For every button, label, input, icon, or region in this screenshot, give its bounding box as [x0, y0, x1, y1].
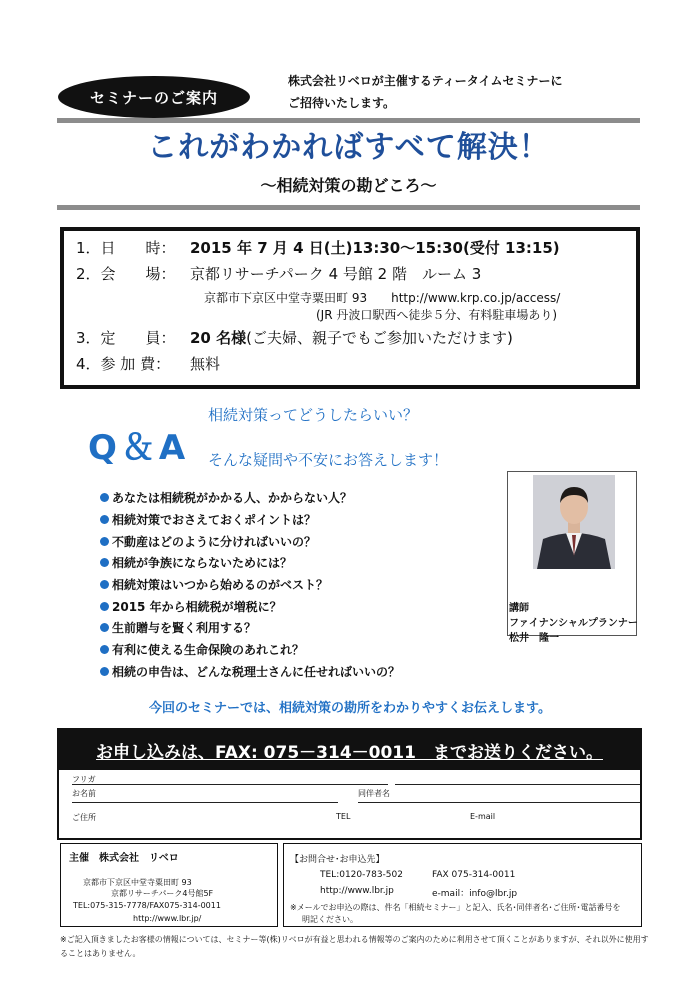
qa-lead-1: 相続対策ってどうしたらいい？ [208, 406, 419, 424]
form-heading-text: お申し込みは、FAX: 075－314－0011 までお送りください。 [96, 742, 603, 763]
date-value: 2015 年 7 月 4 日(土)13:30～15:30(受付 13:15) [190, 239, 560, 257]
intro-line: ご招待いたします。 [288, 96, 396, 110]
fee-label: 4．参 加 費： [76, 355, 171, 373]
bullet-icon [100, 537, 109, 546]
intro-line: 株式会社リベロが主催するティータイムセミナーに [288, 74, 563, 88]
bullet-icon [100, 667, 109, 676]
speaker-role: 講師 [509, 603, 529, 614]
tel-label: TEL [336, 812, 351, 821]
venue-label: 2．会 場： [76, 265, 176, 283]
organizer-address: 京都市下京区中堂寺粟田町 93 [83, 878, 192, 887]
email-label: E-mail [470, 812, 496, 821]
organizer-box [60, 843, 278, 927]
organizer-heading: 主催 株式会社 リベロ [69, 853, 179, 864]
contact-note: 明記ください。 [302, 915, 358, 924]
question-text: 生前贈与を賢く利用する？ [112, 621, 257, 636]
contact-heading: 【お問合せ･お申込先】 [290, 855, 385, 865]
name-field-line[interactable] [72, 802, 338, 803]
bullet-icon [100, 515, 109, 524]
venue-access: (JR 丹波口駅西へ徒歩５分、有料駐車場あり) [316, 308, 558, 322]
list-item [100, 661, 400, 683]
capacity-label: 3．定 員： [76, 329, 176, 347]
tagline: 今回のセミナーでは、相続対策の勘所をわかりやすくお伝えします。 [149, 701, 551, 716]
contact-website: http://www.lbr.jp [320, 886, 394, 896]
contact-fax: FAX 075-314-0011 [432, 870, 516, 880]
venue-value: 京都リサーチパーク 4 号館 2 階 ルーム 3 [190, 265, 482, 283]
bullet-icon [100, 645, 109, 654]
sub-title: ～相続対策の勘どころ～ [260, 176, 437, 195]
person-icon [533, 475, 615, 569]
list-item [100, 530, 400, 552]
list-item [100, 552, 400, 574]
question-text: 相続の申告は、どんな税理士さんに任せればいいの？ [112, 664, 401, 679]
venue-row [76, 263, 481, 284]
date-label: 1．日 時： [76, 239, 176, 257]
contact-box [283, 843, 642, 927]
fee-row [76, 353, 220, 374]
venue-address: 京都市下京区中堂寺粟田町 93 http://www.krp.co.jp/access/ [204, 291, 561, 305]
fee-value: 無料 [190, 355, 221, 373]
name-label: お名前 [72, 789, 96, 798]
question-text: 不動産はどのように分ければいいの？ [112, 534, 317, 549]
furigana-line [395, 784, 640, 785]
question-text: 相続が争族にならないためには？ [112, 556, 293, 571]
form-heading [59, 730, 640, 770]
speaker-photo [533, 475, 615, 569]
speaker-title: ファイナンシャルプランナー [509, 618, 638, 629]
privacy-footnote: ※ご記入頂きましたお客様の情報については、セミナー等(株)リベロが有益と思われる情報等のご案内のために利用させて頂くことがありますが、それ以外に使用することはありません。 [60, 935, 649, 958]
contact-note: ※メールでお申込の際は、件名「相続セミナー」と記入、氏名･同伴者名･ご住所･電話番号を [290, 903, 621, 912]
bullet-icon [100, 580, 109, 589]
question-text: 相続対策でおさえておくポイントは？ [112, 513, 317, 528]
question-text: 有利に使える生命保険のあれこれ？ [112, 643, 305, 658]
qa-lead-2: そんな疑問や不安にお答えします！ [208, 451, 449, 469]
speaker-name: 松井 隆一 [509, 633, 559, 644]
list-item [100, 487, 400, 509]
question-text: 相続対策はいつから始めるのがベスト？ [112, 578, 329, 593]
list-item [100, 509, 400, 531]
list-item [100, 574, 400, 596]
question-text: あなたは相続税がかかる人、かからない人？ [112, 491, 353, 506]
organizer-website: http://www.lbr.jp/ [133, 914, 202, 923]
intro-text [288, 70, 563, 114]
speaker-info [509, 601, 638, 646]
question-list [100, 487, 400, 682]
bullet-icon [100, 493, 109, 502]
bullet-icon [100, 623, 109, 632]
event-details-box [60, 227, 640, 389]
address-label: ご住所 [72, 813, 96, 822]
companion-label: 同伴者名 [358, 789, 390, 798]
bullet-icon [100, 558, 109, 567]
seminar-badge: セミナーのご案内 [58, 76, 250, 118]
contact-tel: TEL:0120-783-502 [320, 870, 403, 880]
main-title: これがわかればすべて解決！ [147, 130, 550, 165]
furigana-line [72, 784, 388, 785]
organizer-phone: TEL:075-315-7778/FAX075-314-0011 [73, 901, 221, 910]
organizer-building: 京都リサーチパーク4号館5F [111, 889, 214, 898]
furigana-label: フリガ [72, 775, 96, 784]
companion-field-line[interactable] [358, 802, 640, 803]
list-item [100, 595, 400, 617]
list-item [100, 617, 400, 639]
date-row [76, 237, 560, 258]
question-text: 2015 年から相続税が増税に？ [112, 599, 282, 614]
capacity-note: (ご夫婦、親子でもご参加いただけます) [246, 329, 513, 347]
qa-title: Q＆A [88, 428, 190, 468]
capacity-value: 20 名様 [190, 329, 247, 347]
list-item [100, 639, 400, 661]
contact-email: e-mail：info@lbr.jp [432, 889, 518, 899]
capacity-row [76, 327, 513, 348]
bullet-icon [100, 602, 109, 611]
